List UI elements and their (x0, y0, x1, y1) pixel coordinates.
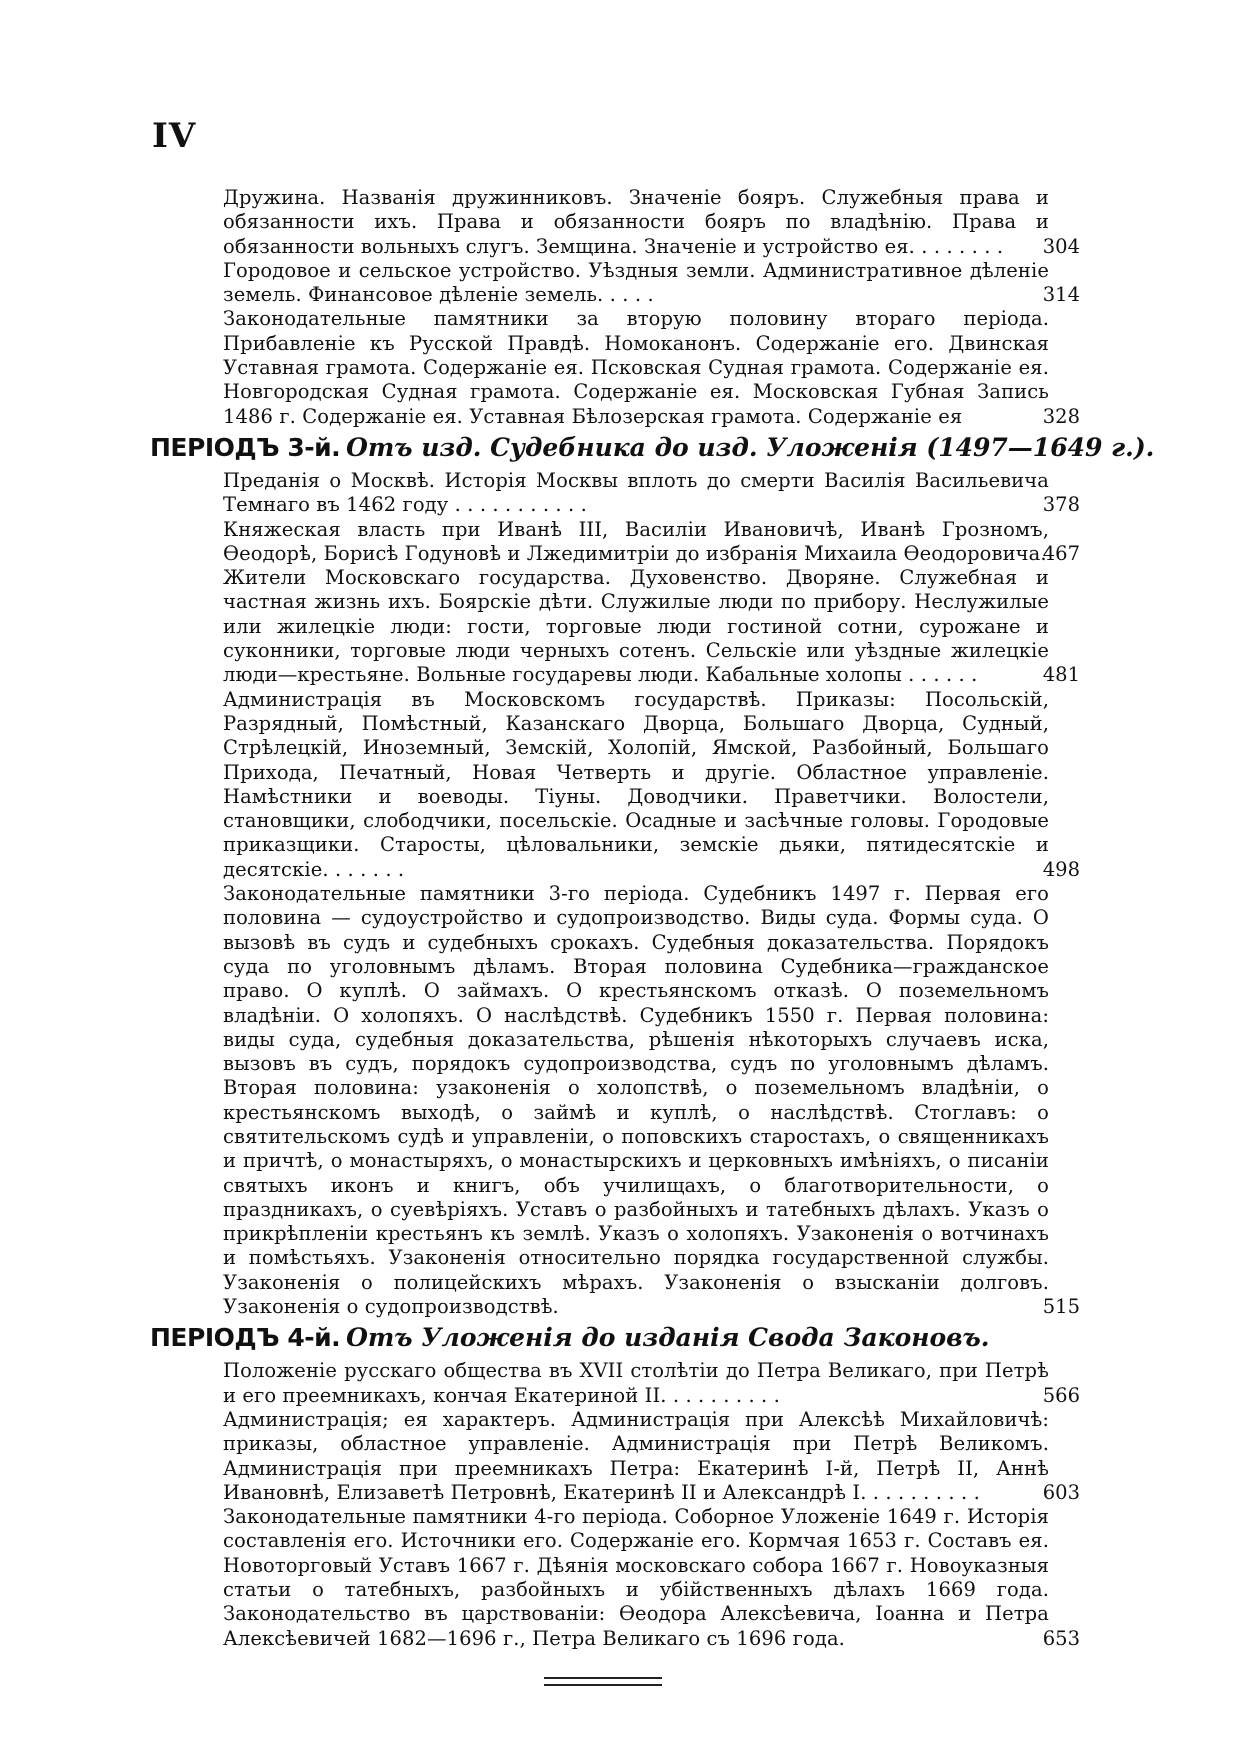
toc-entry (150, 469, 1080, 518)
period-3-heading (150, 431, 1155, 465)
toc-entry (150, 307, 1080, 428)
toc-entry-text: Администрація; ея характеръ. Администрація при Алексѣѣ Михайловичѣ: приказы, областное управленіе. Администрація при Петрѣ Великомъ. Администрація при преемникахъ Петра: Екатеринѣ I-й, Петрѣ II, Аннѣ Ивановнѣ, Елизаветѣ Петровнѣ, Екатеринѣ II и Александрѣ I. . . . . . . . . . (223, 1407, 1049, 1504)
toc-entry-text: Преданія о Москвѣ. Исторія Москвы вплоть до смерти Василія Васильевича Темнаго въ 1462 году . . . . . . . . . . . (223, 468, 1049, 517)
period-4-heading (150, 1321, 1080, 1355)
toc-entry-page: 498 (1042, 857, 1080, 881)
toc-entry-text: Положеніе русскаго общества въ XVII столѣтіи до Петра Великаго, при Петрѣ и его преемникахъ, кончая Екатериной II. . . . . . . . . . (223, 1359, 1049, 1407)
toc-entry (150, 688, 1080, 882)
toc-entry (150, 882, 1080, 1319)
period-4-label: ПЕРІОДЪ 4-й. (150, 1323, 341, 1353)
toc-entry-text: Законодательные памятники 3-го періода. Судебникъ 1497 г. Первая его половина — судоустройство и судопроизводство. Виды суда. Формы суда. О вызовѣ въ судъ и судебныхъ срокахъ. Судебныя доказательства. Порядокъ суда по уголовнымъ дѣламъ. Вторая половина Судебника—гражданское право. О куплѣ. О займахъ. О крестьянскомъ отказѣ. О поземельномъ владѣніи. О холопяхъ. О наслѣдствѣ. Судебникъ 1550 г. Первая половина: виды суда, судебныя доказательства, рѣшенія нѣкоторыхъ случаевъ иска, вызовъ въ судъ, порядокъ судопроизводства, судъ по уголовнымъ дѣламъ. Вторая половина: узаконенія о холопствѣ, о поземельномъ владѣніи, о крестьянскомъ выходѣ, о займѣ и куплѣ, о наслѣдствѣ. Стоглавъ: о святительскомъ судѣ и управленіи, о поповскихъ старостахъ, о священникахъ и причтѣ, о монастыряхъ, о монастырскихъ и церковныхъ имѣніяхъ, о писаніи святыхъ иконъ и книгъ, объ училищахъ, о благотворительности, о праздникахъ, о суевѣріяхъ. Уставъ о разбойныхъ и татебныхъ дѣлахъ. Указъ о прикрѣпленіи крестьянъ къ землѣ. Указъ о холопяхъ. Узаконенія о вотчинахъ и помѣстьяхъ. Узаконенія относительно порядка государственной службы. Узаконенія о полицейскихъ мѣрахъ. Узаконенія о взысканіи долговъ. Узаконенія о судопроизводствѣ. (223, 882, 1049, 1319)
toc-entry (150, 1408, 1080, 1505)
toc-entry-text: Администрація въ Московскомъ государствѣ. Приказы: Посольскій, Разрядный, Помѣстный, Казанскаго Дворца, Большаго Дворца, Судный, Стрѣлецкій, Иноземный, Земскій, Холопій, Ямской, Разбойный, Большаго Прихода, Печатный, Новая Четверть и другіе. Областное управленіе. Намѣстники и воеводы. Тіуны. Доводчики. Праветчики. Волостели, становщики, слободчики, посельскіе. Осадные и засѣчные головы. Городовые приказщики. Старосты, цѣловальники, земскіе дьяки, пятидесятскіе и десятскіе. . . . . . . (223, 687, 1049, 881)
toc-entry-page: 378 (1042, 493, 1080, 517)
toc-entry-text: Городовое и сельское устройство. Уѣздныя земли. Административное дѣленіе земель. Финансовое дѣленіе земель. . . . . (223, 258, 1049, 307)
toc-entry-page: 566 (1042, 1383, 1080, 1407)
period-3-label: ПЕРІОДЪ 3-й. (150, 432, 341, 462)
toc-entry-text: Княжеская власть при Иванѣ III, Василіи Ивановичѣ, Иванѣ Грозномъ, Ѳеодорѣ, Борисѣ Годуновѣ и Лжедимитріи до избранія Михаила Ѳеодоровича. (223, 517, 1049, 565)
toc-entry-page: 467 (1042, 541, 1080, 565)
toc-entry (150, 518, 1080, 567)
toc-entry (150, 186, 1080, 259)
toc-entry-page: 653 (1042, 1626, 1080, 1650)
toc-entry-text: Дружина. Названія дружинниковъ. Значеніе бояръ. Служебныя права и обязанности ихъ. Права и обязанности бояръ по владѣнію. Права и обязанности вольныхъ слугъ. Земщина. Значеніе и устройство ея. . . . . . . . (223, 186, 1049, 258)
closing-rule (544, 1677, 662, 1686)
toc-entry-page: 603 (1042, 1480, 1080, 1504)
toc-entry-page: 304 (1042, 234, 1080, 258)
period-3-title: Отъ изд. Судебника до изд. Уложенія (1497—1649 г.). (346, 432, 1155, 462)
toc-entry-text: Законодательные памятники за вторую половину втораго періода. Прибавленіе къ Русской Правдѣ. Номоканонъ. Содержаніе его. Двинская Уставная грамота. Содержаніе ея. Псковская Судная грамота. Содержаніе ея. Новгородская Судная грамота. Содержаніе ея. Московская Губная Запись 1486 г. Содержаніе ея. Уставная Бѣлозерская грамота. Содержаніе ея (223, 307, 1049, 428)
period-4-title: Отъ Уложенія до изданія Свода Законовъ. (346, 1323, 990, 1353)
table-of-contents (150, 186, 1155, 1651)
toc-entry-text: Жители Московскаго государства. Духовенство. Дворяне. Служебная и частная жизнь ихъ. Боярскіе дѣти. Служилые люди по прибору. Неслужилые или жилецкіе люди: гости, торговые люди гостиной сотни, сурожане и суконники, торговые люди черныхъ сотенъ. Сельскіе или уѣздные жилецкіе люди—крестьяне. Вольные государевы люди. Кабальные холопы . . . . . . (223, 566, 1049, 687)
toc-entry-page: 481 (1042, 663, 1080, 687)
toc-entry (150, 566, 1080, 687)
toc-entry (150, 259, 1080, 308)
toc-entry (150, 1359, 1080, 1408)
toc-entry-page: 328 (1042, 404, 1080, 428)
toc-entry-page: 314 (1042, 283, 1080, 307)
page-number: IV (152, 116, 197, 156)
toc-entry-page: 515 (1042, 1295, 1080, 1319)
toc-entry (150, 1505, 1080, 1651)
toc-entry-text: Законодательные памятники 4-го періода. Соборное Уложеніе 1649 г. Исторія составленія его. Источники его. Содержаніе его. Кормчая 1653 г. Составъ ея. Новоторговый Уставъ 1667 г. Дѣянія московскаго собора 1667 г. Новоуказныя статьи о татебныхъ, разбойныхъ и убійственныхъ дѣлахъ 1669 года. Законодательство въ царствованіи: Ѳеодора Алексѣевича, Іоанна и Петра Алексѣевичей 1682—1696 г., Петра Великаго съ 1696 года. (223, 1505, 1049, 1650)
